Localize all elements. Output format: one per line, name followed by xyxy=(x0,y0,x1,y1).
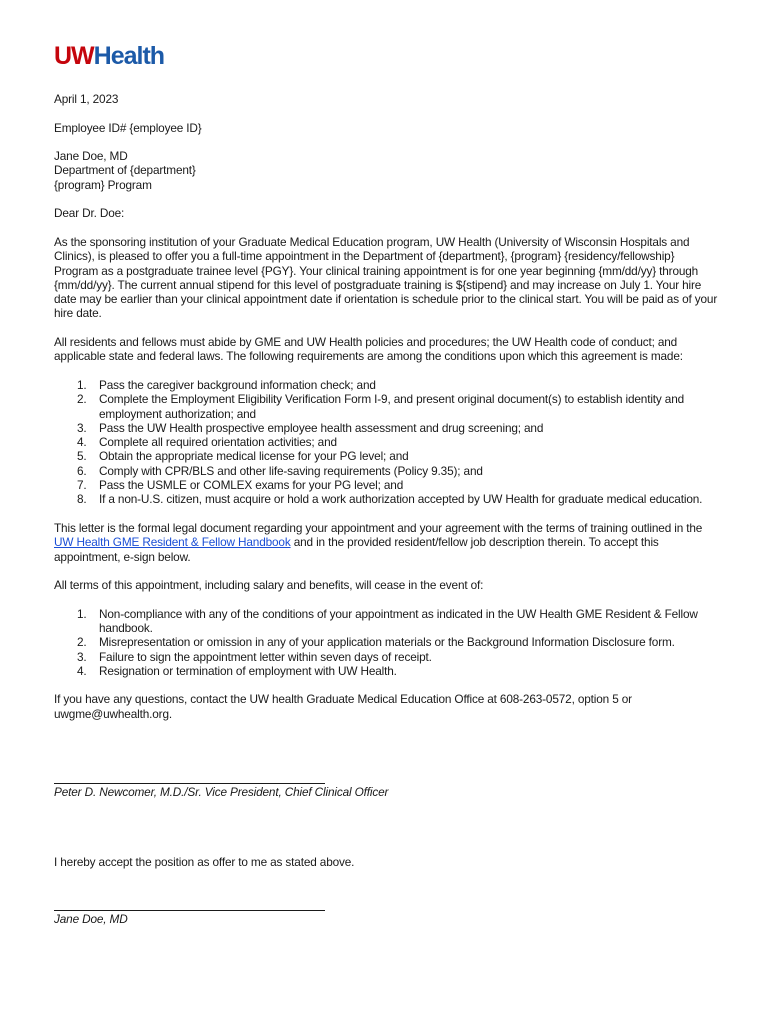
list-item: 3. Failure to sign the appointment letter within seven days of receipt. xyxy=(77,649,432,664)
salutation: Dear Dr. Doe: xyxy=(54,206,125,221)
logo-health: Health xyxy=(93,42,165,70)
logo-uw: UW xyxy=(54,42,94,70)
conditions-paragraph: All residents and fellows must abide by GME and UW Health policies and procedures; the UW Health code of conduct; and applicable state and federal laws. The following requirements are among the conditions upon which this agreement is made: xyxy=(54,335,683,364)
list-item: 1. Non-compliance with any of the conditions of your appointment as indicated in the UW Health GME Resident & Fellow handbook. xyxy=(77,606,698,635)
requirements-list xyxy=(54,378,718,507)
list-item: 2. Complete the Employment Eligibility Verification Form I-9, and present original document(s) to establish identity and employment authorization; and xyxy=(77,392,685,421)
employee-id: Employee ID# {employee ID} xyxy=(54,120,202,135)
acceptor-name: Jane Doe, MD xyxy=(54,912,128,926)
recipient-department: Department of {department} xyxy=(54,163,196,178)
recipient-program: {program} Program xyxy=(54,177,152,192)
list-item: 6. Comply with CPR/BLS and other life-saving requirements (Policy 9.35); and xyxy=(77,463,483,478)
list-item: 5. Obtain the appropriate medical license for your PG level; and xyxy=(77,449,409,464)
uw-health-logo xyxy=(54,42,164,70)
letter-date: April 1, 2023 xyxy=(54,92,119,106)
acceptor-signature-line xyxy=(54,910,325,911)
list-item: 7. Pass the USMLE or COMLEX exams for your PG level; and xyxy=(77,478,404,493)
signer-signature-line xyxy=(54,783,325,784)
list-item: 4. Resignation or termination of employment with UW Health. xyxy=(77,663,397,678)
acceptance-statement: I hereby accept the position as offer to me as stated above. xyxy=(54,855,355,869)
recipient-name: Jane Doe, MD xyxy=(54,149,128,164)
offer-paragraph: As the sponsoring institution of your Graduate Medical Education program, UW Health (University of Wisconsin Hospitals and Clinics), is pleased to offer you a full-time appointment in the Department of {department}, {program} {residency/fellowship} Program as a postgraduate trainee level {PGY}. Your clinical training appointment is for one year beginning {mm/dd/yy} through {mm/dd/yy}. The current annual stipend for this level of postgraduate training is ${stipend} and may increase on July 1. Your hire date may be earlier than your clinical appointment date if orientation is schedule prior to the clinical start. You will be paid as of your hire date. xyxy=(54,234,718,321)
termination-list xyxy=(54,607,718,678)
list-item: 1. Pass the caregiver background information check; and xyxy=(77,377,376,392)
list-item: 8. If a non-U.S. citizen, must acquire or hold a work authorization accepted by UW Health for graduate medical education. xyxy=(77,492,703,507)
list-item: 2. Misrepresentation or omission in any of your application materials or the Background Information Disclosure form. xyxy=(77,635,675,650)
handbook-link[interactable]: UW Health GME Resident & Fellow Handbook xyxy=(54,535,291,550)
letter-body xyxy=(54,92,718,721)
legal-paragraph: This letter is the formal legal document regarding your appointment and your agreement with the terms of training outlined in the UW Health GME Resident & Fellow Handbook and in the provided resident/fellow job description therein. To accept this appointment, e-sign below. xyxy=(54,520,703,564)
termination-intro: All terms of this appointment, including salary and benefits, will cease in the event of: xyxy=(54,578,484,593)
list-item: 3. Pass the UW Health prospective employee health assessment and drug screening; and xyxy=(77,420,544,435)
list-item: 4. Complete all required orientation activities; and xyxy=(77,435,337,450)
signer-name: Peter D. Newcomer, M.D./Sr. Vice President, Chief Clinical Officer xyxy=(54,785,389,799)
contact-paragraph: If you have any questions, contact the UW health Graduate Medical Education Office at 608-263-0572, option 5 or uwgme@uwhealth.org. xyxy=(54,692,632,721)
